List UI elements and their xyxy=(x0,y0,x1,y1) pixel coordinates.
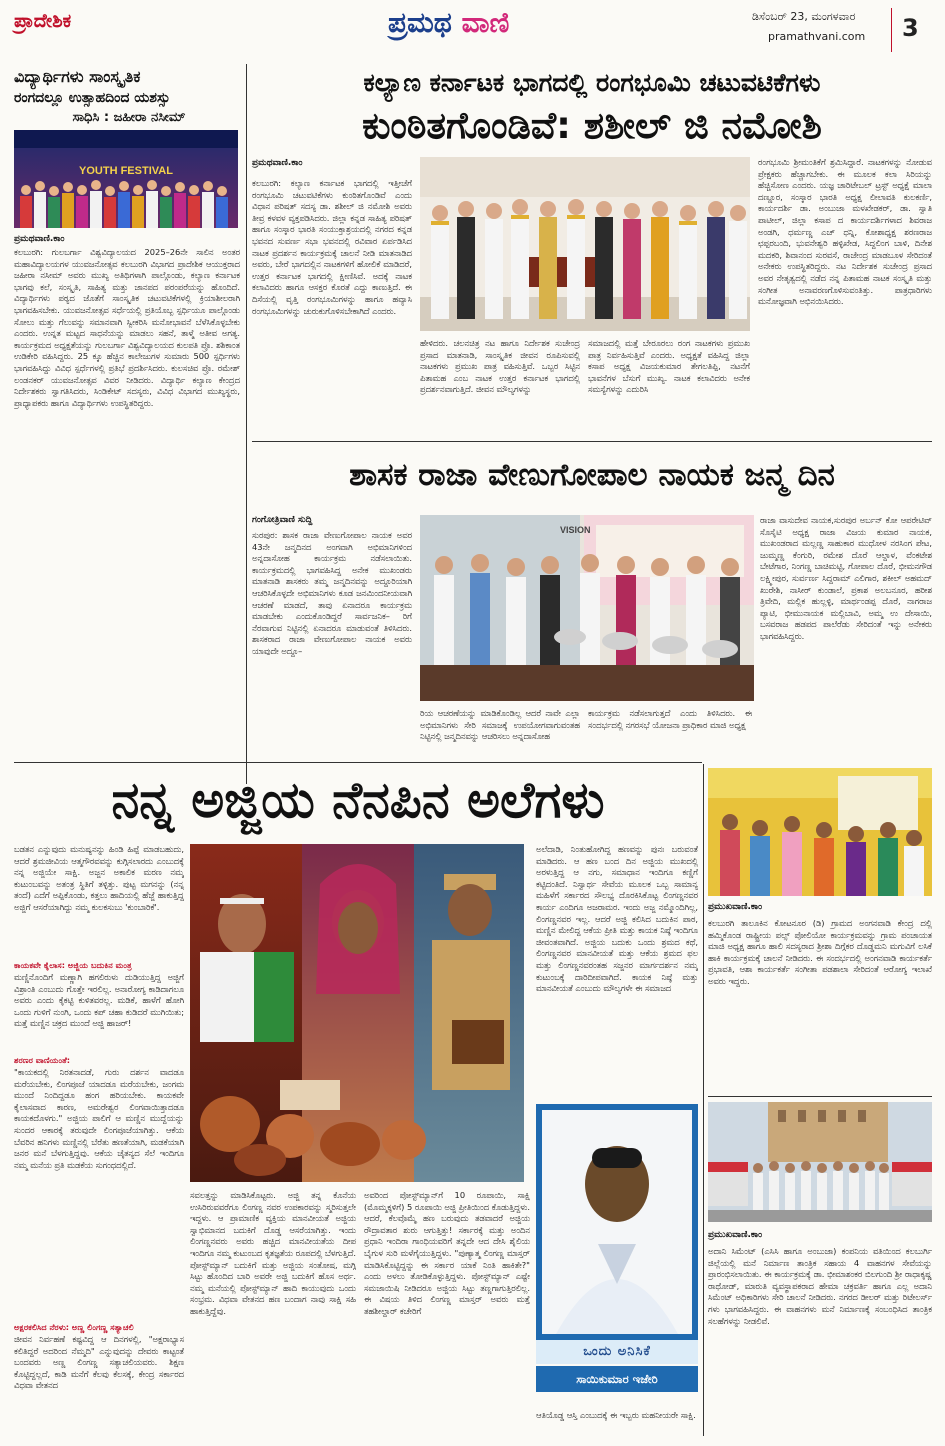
logo xyxy=(388,6,509,40)
masthead-divider xyxy=(891,8,892,52)
bottom-subhead-3: ಅಕ್ಷರಕಲಿಸಿದ ನೆರಳು: ಅಣ್ಣ ಲಿಂಗಣ್ಣ ಸತ್ಯಾಚಲಿ xyxy=(14,1322,134,1332)
festival-banner: YOUTH FESTIVAL xyxy=(79,165,173,177)
bottom-col1-lingann: ಜೀವನ ನಿರ್ವಹಣೆ ಕಷ್ಟವಿದ್ದ ಆ ದಿನಗಳಲ್ಲಿ, "ಅಕ್ಷರಾಭ್ಯಾಸ ಕಲಿತಿದ್ದರೆ ಅದರಿಂದ ನೆಮ್ಮದಿ" ಎನ್ನುವುದನ್ನು ದೇವರು ಕಾಟ್ಟಂತೆ ಬಂದವರು ಅಣ್ಣ ಲಿಂಗಣ್ಣ ಸತ್ಯಾಚಲಿಯವರು. ಶಿಕ್ಷಣ ಕೊಟ್ಟಿದ್ದಲ್ಲದೆ, ಕಾಡಿ ಮನೆಗೆ ಕೆಲವು ಕೆಲಸಕ್ಕೆ, ಕೇಂದ್ರ ಸರ್ಕಾರದ ವಿಧವಾ ವೇತನದ xyxy=(14,1334,184,1391)
logo-part2: ವಾಣಿ xyxy=(461,6,510,39)
mid-headline: ಶಾಸಕ ರಾಜಾ ವೇಣುಗೋಪಾಲ ನಾಯಕ ಜನ್ಮ ದಿನ xyxy=(349,457,835,493)
top-col4: ರಂಗಭೂಮಿ ಶ್ರೀಮಂತಿಕೆಗೆ ಶ್ರಮಿಸಿದ್ದಾರೆ. ನಾಟಕಗಳನ್ನು ನೋಡುವ ಪ್ರೇಕ್ಷಕರು ಹೆಚ್ಚಾಗಬೇಕು. ಈ ಮೂಲಕ ಕಲಾ ಸಿರಿಯನ್ನು ಹೆಚ್ಚಿಸೋಣ ಎಂದರು. ಯಜ್ಞ ಚಾರಿಟೇಬಲ್ ಟ್ರಸ್ಟ್ ಅಧ್ಯಕ್ಷೆ ಮಾಲಾ ದಣ್ಣೂರ, ಸಂಸ್ಕಾರ ಭಾರತಿ ಅಧ್ಯಕ್ಷ ಲೀಲಾವತಿ ಕುಲಕರ್ಣಿ, ಕಾರ್ಯದರ್ಶಿ ಡಾ. ಅಂಬುಜಾ ಮಳಖೇಡಕರ್, ಡಾ. ಸ್ವಾತಿ ಪಾಟೀಲ್, ಜಿಲ್ಲಾ ಕಸಾಪ ದ ಕಾರ್ಯದರ್ಶಿಗಳಾದ ಶಿವರಾಜ ಅಂಡಗಿ, ಧರ್ಮಣ್ಣ ಎಚ್ ಧನ್ನಿ, ಕೋಶಾಧ್ಯಕ್ಷ ಶರಣರಾಜ ಛಪ್ಪರಬಂದಿ, ಭುವನೇಶ್ವರಿ ಹಳ್ಳಿಖೇಡ, ಸಿದ್ದಲಿಂಗ ಬಾಳಿ, ದಿನೇಶ ಮದಕರಿ, ಶಿವಾನಂದ ಸುರವಸೆ, ರಾಜೇಂದ್ರ ಮಾಡಬೂಳ ಸೇರಿದಂತೆ ಅನೇಕರು ಉಪಸ್ಥಿತರಿದ್ದರು. ನಟ ನಿರ್ದೇಶಕ ಸುಚೇಂದ್ರ ಪ್ರಸಾದ ಅವರ ನೇತೃತ್ವದಲ್ಲಿ ನಡೆದ ನನ್ನ ಪಿತಾಮಹ ನಾಟಕ ಸಂಸ್ಕೃತಿ ಮತ್ತು ಸಂಗೀತ ಅನಾವರಣಗೊಳಿಸುವಂತಿತ್ತು. ಪಾತ್ರಧಾರಿಗಳು ಮನೋಜ್ಞವಾಗಿ ಅಭಿನಯಿಸಿದರು. xyxy=(758,157,932,307)
left-story-headline xyxy=(14,66,244,128)
right-column-divider xyxy=(703,764,704,1436)
right-stories-divider xyxy=(708,1096,932,1097)
vision-banner: VISION xyxy=(560,525,591,535)
bottom-col3: ಅವರಿಂದ ಪೋಸ್ಟ್‌ಮ್ಯಾನ್‌ಗೆ 10 ರೂಪಾಯಿ, ಸಾಕ್ಷಿ (ಮೊಮ್ಮಕ್ಕಳಿಗೆ) 5 ರೂಪಾಯಿ ಅಜ್ಜಿ ಪ್ರೀತಿಯಿಂದ ಕೊಡುತ್ತಿದ್ದಳು. ಆದರೆ, ಕೆಲವೊಮ್ಮೆ ಹಣ ಬರುವುದು ತಡವಾದರೆ ಅಜ್ಜಿಯ ರೌದ್ರಾವತಾರ ಶುರು ಆಗುತ್ತಿತ್ತು! ಸರ್ಕಾರಕ್ಕೆ ಮತ್ತು ಅಂದಿನ ಪ್ರಧಾನಿ ಇಂದಿರಾ ಗಾಂಧಿಯವರಿಗೆ ತನ್ನದೇ ಆದ ದೇಸಿ ಶೈಲಿಯ ಬೈಗುಳ ಸುರಿ ಮಳೆಗೈಯುತ್ತಿದ್ದಳು. "ಪುಣ್ಯಾತ್ಮ ಲಿಂಗಣ್ಣ ಮಾಸ್ತರ್ ಮಾಡಿಸಿಕೊಟ್ಟಿದ್ದನ್ನು ಈ ಸರ್ಕಾರ ಯಾಕೆ ನಿಂತಿ ಹಾಕಿತೇ?" ಎಂದು ಅಳಲು ತೋಡಿಕೊಳ್ಳುತ್ತಿದ್ದಳು. ಪೋಸ್ಟ್‌ಮ್ಯಾನ್ ಎಷ್ಟೇ ಸಮಜಾಯಿಷಿ ನೀಡಿದರೂ ಅಜ್ಜಿಯ ಸಿಟ್ಟು ತಣ್ಣಗಾಗುತ್ತಿರಲಿಲ್ಲ. ಈ ವಿಷಯ ತಿಳಿದ ಲಿಂಗಣ್ಣ ಮಾಸ್ತರ್ ಅವರು ಮತ್ತೆ ತಹಶೀಲ್ದಾರ್ ಕಚೇರಿಗೆ xyxy=(364,1190,530,1316)
birthday-photo xyxy=(420,515,754,701)
top-story-headline xyxy=(252,64,932,150)
top-story-divider xyxy=(252,441,932,442)
author-name: ಸಾಯಿಕುಮಾರ ಇಜೇರಿ xyxy=(536,1366,698,1392)
mid-col4: ರಾಜಾ ವಾಸುದೇವ ನಾಯಕ,ಸುರಪುರ ಅರ್ಬನ್ ಕೋ ಆಪರೇಟಿವ್ ಸೊಸೈಟಿ ಅಧ್ಯಕ್ಷ ರಾಜಾ ವಿಜಯ ಕುಮಾರ ನಾಯಕ, ಮುಖಂಡರಾದ ಮಲ್ಲಣ್ಣ ಸಾಹುಕಾರ ಮುಧೋಳ ನರಸಿಂಗ ಪೇಟ, ಜುಮ್ಮಣ್ಣ ಕೆಂಗುರಿ, ರಮೇಶ ದೊರೆ ಆಲ್ದಾಳ, ವೆಂಕಟೇಶ ಬೇಟೆಗಾರ, ನಿಂಗಣ್ಣ ಬಾಚಿಮಟ್ಟಿ, ಗೋಪಾಲ ದೊರೆ, ಭೀಮನಗೌಡ ಲಕ್ಷ್ಮೀಪುರ, ಸುರ್ವರ್ಣ ಸಿದ್ದರಾಮ್ ಎಲಿಗಾರ, ಶಕೀಲ್ ಅಹಮದ್ ಖುರೇಶಿ, ನಾಸೀರ್ ಕುಂಡಾಲೆ, ಪ್ರಕಾಶ ಅಲಬನೂರ, ಹರೀಶ ತ್ರಿವೇದಿ, ಮಲ್ಲಿಕ ಹುಲ್ಲಳ್ಳಿ, ಮಾರ್ಥಂಡಪ್ಪ ದೊರೆ, ನಾಗರಾಜ ಪ್ಯಾಟಿ, ಭೀಮುನಾಯಕ ಮಲ್ಲಿಬಾವಿ, ಅಮ್ಮ ಉ ದೇಸಾಯಿ, ಬಸವರಾಜ ಹಡಪದ ಪಾಲೆರೆಡು ಸೇರಿದಂತೆ ಇನ್ನು ಅನೇಕರು ಭಾಗವಹಿಸಿದ್ದರು. xyxy=(760,515,932,641)
left-body: ಕಲಬುರಗಿ: ಗುಲಬರ್ಗಾ ವಿಶ್ವವಿದ್ಯಾಲಯದ 2025–26ನೇ ಸಾಲಿನ ಅಂತರ ಮಹಾವಿದ್ಯಾಲಯಗಳ ಯುವಜನೋತ್ಸವ ಕಲಬುರಗಿ ವಿಭಾಗದ ಪ್ರಾದೇಶಿಕ ಆಯುಕ್ತರಾದ ಜಹೀರಾ ನಸೀಮ್ ಅವರು ಮುಖ್ಯ ಅತಿಥಿಗಳಾಗಿ ಪಾಲ್ಗೊಂಡು, ಕಲ್ಯಾಣ ಕರ್ನಾಟಕ ಭಾಗವು ಕಲೆ, ಸಂಸ್ಕೃತಿ, ಸಾಹಿತ್ಯ ಮತ್ತು ಜಾನಪದ ಪರಂಪರೆಯನ್ನು ಹೊಂದಿದೆ. ವಿದ್ಯಾರ್ಥಿಗಳು ಪಠ್ಯದ ಜೊತೆಗೆ ಸಾಂಸ್ಕೃತಿಕ ಚಟುವಟಿಕೆಗಳಲ್ಲಿ ಕ್ರಿಯಾಶೀಲರಾಗಿ ಭಾಗವಹಿಸಬೇಕು. ಯುವಜನೋತ್ಸವ ಸರ್ಧೆಯಲ್ಲಿ ಪ್ರತಿಯೊಬ್ಬ ಸ್ಪರ್ಧಿಯೂ ಪಾಲ್ಗೊಂಡು ಸೋಲು ಮತ್ತು ಗೆಲುವನ್ನು ಸಮಾನವಾಗಿ ಸ್ವೀಕರಿಸಿ ಮನೋಭಾವನೆ ಬೆಳೆಸಿಕೊಳ್ಳಬೇಕು ಎಂದರು. ಉನ್ನತ ಮಟ್ಟದ ಸಾಧನೆಯನ್ನು ಮಾಡಲು ಸಹನೆ, ತಾಳ್ಮೆ ಅತೀವ ಅಗತ್ಯ. ಕಾರ್ಯಕ್ರಮದ ಅಧ್ಯಕ್ಷತೆಯನ್ನು ಗುಲಬರ್ಗಾ ವಿಶ್ವವಿದ್ಯಾಲಯದ ಕುಲಪತಿ ಪ್ರೊ. ಶಶಿಕಾಂತ ಉಡಿಕೇರಿ ವಹಿಸಿದ್ದರು. 25 ಕ್ಕೂ ಹೆಚ್ಚಿನ ಕಾಲೇಜುಗಳ ಸುಮಾರು 500 ಸ್ಪರ್ಧಿಗಳು ಭಾಗವಹಿಸಿದ್ದು ವಿವಿಧ ಸ್ಪರ್ಧೆಗಳಲ್ಲಿ ಪ್ರತಿಭೆ ಪ್ರದರ್ಶಿಸಿದರು. ಕುಲಸಚಿವ ಪ್ರೊ. ರಮೇಶ್ ಲಂಡನಕರ್ ಯುವಜನೋತ್ಸವ ವಿವರ ನೀಡಿದರು. ವಿದ್ಯಾರ್ಥಿ ಕಲ್ಯಾಣ ಕೇಂದ್ರದ ನಿರ್ದೇಶಕರು ಸ್ವಾಗತಿಸಿದರು, ಸಿಂಡಿಕೇಟ್ ಸದಸ್ಯರು, ವಿವಿಧ ವಿಭಾಗದ ಮುಖ್ಯಸ್ಥರು, ಪ್ರಾಧ್ಯಾಪಕರು ಹಾಗೂ ವಿದ್ಯಾರ್ಥಿಗಳು ಉಪಸ್ಥಿತರಿದ್ದರು. xyxy=(14,247,240,408)
logo-part1: ಪ್ರಮಥ xyxy=(388,6,452,39)
bottom-headline: ನನ್ನ ಅಜ್ಜಿಯ ನೆನಪಿನ ಅಲೆಗಳು xyxy=(111,771,605,829)
author-box xyxy=(536,1104,698,1404)
issue-date: ಡಿಸೆಂಬರ್ 23, ಮಂಗಳವಾರ xyxy=(752,10,856,23)
polio-photo xyxy=(708,768,932,896)
top-headline-line2: ಕುಂಠಿತಗೊಂಡಿವೆ: ಶಶೀಲ್ ಜಿ ನಮೋಶಿ xyxy=(362,104,822,147)
left-byline: ಪ್ರಮಥವಾಣಿ.ಕಾಂ xyxy=(14,234,65,244)
top-byline: ಪ್ರಮಥವಾಣಿ.ಕಾಂ xyxy=(252,158,303,168)
theatre-photo xyxy=(420,157,750,331)
top-col3: ಸಮಾಜದಲ್ಲಿ ಮತ್ತೆ ಬೇರೂರಲು ರಂಗ ನಾಟಕಗಳು ಪ್ರಮುಖ ಪಾತ್ರ ನಿರ್ವಹಿಸುತ್ತಿವೆ ಎಂದರು. ಅಧ್ಯಕ್ಷತೆ ವಹಿಸಿದ್ದ ಜಿಲ್ಲಾ ಕಸಾಪ ಅಧ್ಯಕ್ಷ ವಿಜಯಕುಮಾರ ತೇಗಲತಿಪ್ಪಿ, ನಟನೆಗೆ ಭಾವನೆಗಳ ಬೆಸುಗೆ ಮುಖ್ಯ. ನಾಟಕ ಕಲಾವಿದರು ಅನೇಕ ಸಮಸ್ಯೆಗಳನ್ನು ಎದುರಿಸಿ xyxy=(588,338,750,395)
left-subhead: ಸಾಧಿಸಿ : ಜಹೀರಾ ನಸೀಮ್ xyxy=(72,110,186,125)
column-name-label: ಒಂದು ಅನಿಸಿಕೆ xyxy=(536,1340,698,1364)
cement-photo xyxy=(708,1102,932,1222)
grandmother-collage xyxy=(190,844,524,1182)
mid-byline: ಗಂಗೋತ್ರಿವಾಣಿ ಸುದ್ದಿ xyxy=(252,515,313,525)
right1-byline: ಪ್ರಮುಖವಾಣಿ.ಕಾಂ xyxy=(708,902,763,912)
page-number: 3 xyxy=(902,14,919,42)
top-col2: ಹೇಳಿದರು. ಚಲನಚಿತ್ರ ನಟ ಹಾಗೂ ನಿರ್ದೇಶಕ ಸುಚೇಂದ್ರ ಪ್ರಸಾದ ಮಾತನಾಡಿ, ಸಾಂಸ್ಕೃತಿಕ ಜೀವನ ರೂಪಿಸುವಲ್ಲಿ ನಾಟಕಗಳು ಪ್ರಮುಖ ಪಾತ್ರ ವಹಿಸುತ್ತಿವೆ. ಒಬ್ಬರ ಸಿಟ್ಟಿನ ಪಿತಾಮಹ ಎಂಬ ನಾಟಕ ಉತ್ತರ ಕರ್ನಾಟಕ ಭಾಗದಲ್ಲಿ ಪ್ರದರ್ಶನವಾಗುತ್ತಿದೆ. ಜೀವನ ಮೌಲ್ಯಗಳನ್ನು xyxy=(420,338,580,395)
bottom-col2: ಸವಲತ್ತನ್ನು ಮಾಡಿಸಿಕೊಟ್ಟರು. ಅಜ್ಜಿ ತನ್ನ ಕೊನೆಯ ಉಸಿರಿರುವವರೆಗೂ ಲಿಂಗಣ್ಣ ನವರ ಉಪಕಾರವನ್ನು ಸ್ಮರಿಸುತ್ತಲೇ ಇದ್ದಳು. ಆ ಪ್ರಾಮಾಣಿಕ ವ್ಯಕ್ತಿಯ ಮಾನವೀಯತೆ ಅಜ್ಜಿಯ ಸ್ವಾಭಿಮಾನದ ಬದುಕಿಗೆ ದೊಡ್ಡ ಆಸರೆಯಾಗಿತ್ತು. ಇಂದು ಲಿಂಗಣ್ಣನವರು ಅವರು ಹಚ್ಚಿದ ಮಾನವೀಯತೆಯ ದೀಪ ಇಂದಿಗೂ ನಮ್ಮ ಕುಟುಂಬದ ಕೃತಜ್ಞತೆಯ ರೂಪದಲ್ಲಿ ಬೆಳಗುತ್ತಿದೆ. ಪೋಸ್ಟ್‌ಮ್ಯಾನ್ ಬದುಕಿಗೆ ಮತ್ತು ಅಜ್ಜಿಯ ಸಂತೋಷ, ಮಗ್ಗಿ ಸಿಟ್ಟು ಹೊಂದಿದ ಬಾರಿ ಅವರೇ ಅಜ್ಜಿ ಬದುಕಿಗೆ ಹೊಸ ಅರ್ಥ. ನಮ್ಮ ಮನೆಯಲ್ಲಿ ಪೋಸ್ಟ್‌ಮ್ಯಾನ್ ಹಾದಿ ಕಾಯುವುದು ಒಂದು ಸಂಭ್ರಮ. ವಿಧವಾ ವೇತನದ ಹಣ ಬಂದಾಗ ನಾವು ಸಾಕ್ಷಿ ಸಹಿ ಹಾಕುತ್ತಿದ್ದೆವು. xyxy=(190,1190,356,1316)
bottom-subhead-2: ಶರಣರ ವಾಣಿಯಂತೆ: xyxy=(14,1055,71,1065)
bottom-col4-top: ಅಲೆದಾಡಿ, ನಿಂತುಹೋಗಿದ್ದ ಹಣವನ್ನು ಪುನಃ ಬರುವಂತೆ ಮಾಡಿದರು. ಆ ಹಣ ಬಂದ ದಿನ ಅಜ್ಜಿಯ ಮುಖದಲ್ಲಿ ಅರಳುತ್ತಿದ್ದ ಆ ನಗು, ಸಮಾಧಾನ ಇಂದಿಗೂ ಕಣ್ಣಿಗೆ ಕಟ್ಟಿದಂತಿದೆ. ನಿಸ್ವಾರ್ಥ ಸೇವೆಯ ಮೂಲಕ ಒಬ್ಬ ಸಾಮಾನ್ಯ ಮಹಿಳೆಗೆ ಸರ್ಕಾರದ ಸೌಲಭ್ಯ ದೊರಕಿಸಿಕೊಟ್ಟ ಲಿಂಗಣ್ಣನವರ ಕಾರ್ಯ ಎಂದಿಗೂ ಅಜರಾಮರ. ಇಂದು ಅಜ್ಜ ನಮ್ಮೊಂದಿಗಿಲ್ಲ, ಲಿಂಗಣ್ಣನವರ ಇಲ್ಲ. ಆದರೆ ಅಜ್ಜಿ ಕಲಿಸಿದ ಬದುಕಿನ ಪಾಠ, ಮಣ್ಣಿನ ಮೇಲಿದ್ದ ಆಕೆಯ ಪ್ರೀತಿ ಮತ್ತು ಕಾಯಕ ನಿಷ್ಠೆ ಇಂದಿಗೂ ಜೀವಂತವಾಗಿದೆ. ಅಜ್ಜಿಯ ಬದುಕು ಒಂದು ಶ್ರಮದ ಕಥೆ, ಲಿಂಗಣ್ಣನವರ ಮಾನವೀಯತೆ ಮತ್ತು ಆಕೆಯ ಶ್ರಮದ ಫಲ ಮತ್ತು ಲಿಂಗಣ್ಣನವರಂತಹ ಸಜ್ಜನರ ಮಾರ್ಗದರ್ಶನ ನಮ್ಮ ಕುಟುಂಬಕ್ಕೆ ದಾರಿದೀಪವಾಗಿದೆ. ಕಾಯಕ ನಿಷ್ಠೆ ಮತ್ತು ಮಾನವೀಯತೆ ಎಂಬುದು ಮೌಲ್ಯಗಳೇ ಈ ಸಮಾಜದ xyxy=(536,844,698,994)
mid-col2: ರಿಯ ಆಚರಣೆಯನ್ನು ಮಾಡಿಕೊಂಡಿಲ್ಲ ಆದರೆ ನಾವೇ ಎಲ್ಲಾ ಅಭಿಮಾನಿಗಳು ಸೇರಿ ಸಮಾಜಕ್ಕೆ ಉಪಯೋಗವಾಗುವಂತಹ ನಿಟ್ಟಿನಲ್ಲಿ ಜನ್ಮದಿನವನ್ನು ಆಚರಿಸಲು ಅನ್ನದಾಸೋಹ xyxy=(420,708,580,742)
bottom-col1-intro: ಬಡತನ ಎನ್ನುವುದು ಮನುಷ್ಯನನ್ನು ಹಿಂಡಿ ಹಿಪ್ಪೆ ಮಾಡಬಹುದು, ಆದರೆ ಶ್ರಮಜೀವಿಯ ಆತ್ಮಗೌರವವನ್ನು ಕುಗ್ಗಿಸಲಾರದು ಎಂಬುದಕ್ಕೆ ನನ್ನ ಅಜ್ಜಿಯೇ ಸಾಕ್ಷಿ. ಅಜ್ಜನ ಅಕಾಲಿಕ ಮರಣ ನಮ್ಮ ಕುಟುಂಬವನ್ನು ಅತಂತ್ರ ಸ್ಥಿತಿಗೆ ತಳ್ಳಿತ್ತು. ಪುಟ್ಟ ಮಗನನ್ನು (ನನ್ನ ತಂದೆ) ಎದೆಗೆ ಅಪ್ಪಿಕೊಂಡು, ಕತ್ತಲು ಹಾದಿಯಲ್ಲಿ ಹೆಜ್ಜೆ ಹಾಕುತ್ತಿದ್ದ ಅಜ್ಜಿಗೆ ಆಸರೆಯಾಗಿದ್ದು ನಮ್ಮ ಕುಲಕಸುಬು 'ಕುಂಬಾರಿಕೆ'. xyxy=(14,844,184,912)
mid-col1: ಸುರಪುರ: ಶಾಸಕ ರಾಜಾ ವೇಣುಗೋಪಾಲ ನಾಯಕ ಅವರ 43ನೇ ಜನ್ಮದಿನದ ಅಂಗವಾಗಿ ಅಭಿಮಾನಿಗಳಿಂದ ಅನ್ನದಾಸೋಹ ಕಾರ್ಯಕ್ರಮ ನಡೆಸಲಾಯಿತು. ಕಾರ್ಯಕ್ರಮದಲ್ಲಿ ಭಾಗವಹಿಸಿದ್ದ ಅನೇಕ ಮುಖಂಡರು ಮಾತನಾಡಿ ಶಾಸಕರು ತಮ್ಮ ಜನ್ಮದಿನವನ್ನು ಅದ್ದೂರಿಯಾಗಿ ಆಚರಿಸಿಕೊಳ್ಳದೇ ಅಭಿಮಾನಿಗಳು ಕೂಡ ಜನಮಿಂದನೀಯವಾಗಿ ಆಚರಣೆ ಮಾಡದೆ, ತಾವು ಏನಾದರೂ ಕಾರ್ಯಕ್ರಮ ಮಾಡಬೇಕು ಎಂದುಕೊಂಡಿದ್ದರೆ ಸಾರ್ವಜನಿಕ– ರಿಗೆ ನೆರವಾಗುವ ನಿಟ್ಟಿನಲ್ಲಿ ಏನಾದರೂ ಮಾಡುವಂತೆ ತಿಳಿಸಿದರು. ಶಾಸಕರಾದ ರಾಜಾ ವೇಣುಗೋಪಾಲ ನಾಯಕ ಅವರು ಯಾವುದೇ ಅದ್ದೂ– xyxy=(252,530,412,656)
festival-photo xyxy=(14,130,238,228)
masthead xyxy=(0,0,945,60)
bottom-story-headline xyxy=(14,766,702,834)
bottom-col4-end: ಆತಿಯೊಡ್ಡ ಆಸ್ತಿ ಎಂಬುದಕ್ಕೆ ಈ ಇಬ್ಬರು ಮಹನೀಯರೇ ಸಾಕ್ಷಿ. xyxy=(536,1410,696,1420)
bottom-col1-work: ಮಣ್ಣಿನೊಂದಿಗೆ ಮಣ್ಣಾಗಿ ಹಗಲಿರುಳು ದುಡಿಯುತ್ತಿದ್ದ ಅಜ್ಜಿಗೆ ವಿಶ್ರಾಂತಿ ಎಂಬುದು ಗೊತ್ತೇ ಇರಲಿಲ್ಲ. ಅನಾರೋಗ್ಯ ಕಾಡಿದಾಗಲೂ ಅವರು ಎಂದು ಕೈಕಟ್ಟಿ ಕುಳಿತವರಲ್ಲ. ಮಡಿಕೆ, ಹಾಳೆಗೆ ಹೋಗಿ ಒಂದು ಗುಳಿಗೆ ನುಂಗಿ, ಒಂದು ಕಪ್ ಚಹಾ ಕುಡಿದರೆ ಮುಗಿಯಿತು; ಮತ್ತೆ ಮಣ್ಣಿನ ಚಕ್ರದ ಮುಂದೆ ಅಜ್ಜಿ ಹಾಜರ್! xyxy=(14,972,184,1029)
bottom-subhead-1: ಕಾಯಕವೇ ಕೈಲಾಸ: ಅಜ್ಜಿಯ ಬದುಕಿನ ಮಂತ್ರ xyxy=(14,960,132,970)
mid-story-headline xyxy=(252,448,932,502)
mid-col3: ಕಾರ್ಯಕ್ರಮ ನಡೆಸಲಾಗುತ್ತದೆ ಎಂದು ತಿಳಿಸಿದರು. ಈ ಸಂದರ್ಭದಲ್ಲಿ ನಗರಸಭೆ ಯೋಜನಾ ಪ್ರಾಧಿಕಾರ ಮಾಜಿ ಅಧ್ಯಕ್ಷ xyxy=(588,708,752,730)
website: pramathvani.com xyxy=(768,30,866,43)
right2-body: ಅದಾನಿ ಸಿಮೆಂಟ್ (ಎಸಿಸಿ ಹಾಗೂ ಅಂಬುಜಾ) ಕಂಪನಿಯ ವತಿಯಿಂದ ಕಲಬುರ್ಗಿ ಜಿಲ್ಲೆಯಲ್ಲಿ ಮನೆ ನಿರ್ಮಾಣ ತಾಂತ್ರಿಕ ಸಹಾಯ 4 ವಾಹನಗಳ ಸೇವೆಯನ್ನು ಪ್ರಾರಂಭಿಸಲಾಯಿತು. ಈ ಕಾರ್ಯಕ್ರಮಕ್ಕೆ ಡಾ. ಭೀಮಾಶಂಕರ ಬಿಲಗುಂದಿ ಶ್ರೀ ರಾಧಾಕೃಷ್ಣ ರಾಥೋಡ್, ಮಾರುತಿ ವ್ಯವಸ್ಥಾಪಕರಾದ ಹೇಮಾ ಚಕ್ರವರ್ತಿ ಹಾಗೂ ಎಲ್ಲ ಅದಾನಿ ಸಿಮೆಂಟ್ ಅಧಿಕಾರಿಗಳು ಸೇರಿ ಚಾಲನೆ ನೀಡಿದರು. ನಗರದ ಡೀಲರ್ ಮತ್ತು ರಿಟೇಲರ್ಸ್ ಗಳು ಭಾಗವಹಿಸಿದ್ದರು. ಈ ವಾಹನಗಳು ಮನೆ ನಿರ್ಮಾಣಕ್ಕೆ ಸಂಬಂಧಿಸಿದ ತಾಂತ್ರಿಕ ಸಲಹೆಗಳನ್ನು ನೀಡಲಿವೆ. xyxy=(708,1246,932,1326)
right1-body: ಕಲಬುರಗಿ ತಾಲೂಕಿನ ಕೋಟನೂರ (ಡಿ) ಗ್ರಾಮದ ಅಂಗನವಾಡಿ ಕೇಂದ್ರ ದಲ್ಲಿ ಹಮ್ಮಿಕೊಂಡ ರಾಷ್ಟ್ರೀಯ ಪಲ್ಸ್ ಪೋಲಿಯೋ ಕಾರ್ಯಕ್ರಮವನ್ನು ಗ್ರಾಮ ಪಂಚಾಯತ ಮಾಜಿ ಅಧ್ಯಕ್ಷ ಹಾಗೂ ಹಾಲಿ ಸದಸ್ಯರಾದ ಶ್ರೀಶಾ ದಿಗ್ಗೆಕರ ದೊಡ್ಡಮನಿ ಮಗುವಿಗೆ ಲಸಿಕೆ ಹಾಕಿ ಕಾರ್ಯಕ್ರಮಕ್ಕೆ ಚಾಲನೆ ನೀಡಿದರು. ಈ ಸಂದರ್ಭದಲ್ಲಿ ಅಂಗನವಾಡಿ ಕಾರ್ಯಕರ್ತೆ ಪ್ರಭಾವತಿ, ಆಶಾ ಕಾರ್ಯಕರ್ತೆ ಸಂಗೀತಾ ಪಡಶಾಲಾ ಸೇರಿದಂತೆ ಆರೋಗ್ಯ ಇಲಾಖೆ ಅವರು ಇದ್ದರು. xyxy=(708,918,932,986)
left-column-divider xyxy=(246,64,247,784)
bottom-col1-quote: "ಕಾಯಕದಲ್ಲಿ ನಿರತನಾದಡೆ, ಗುರು ದರ್ಶನ ವಾದಡೂ ಮರೆಯಬೇಕು, ಲಿಂಗಪೂಜೆ ಯಾದಡೂ ಮರೆಯಬೇಕು, ಜಂಗಮ ಮುಂದೆ ನಿಂದಿದ್ದಡೂ ಹಂಗ ಹರಿಯಬೇಕು. ಕಾಯಕವೇ ಕೈಲಾಸವಾದ ಕಾರಣ, ಅಮರೇಶ್ವರ ಲಿಂಗವಾಯಿತ್ತಾದಡೂ ಕಾಯಕದೊಳಗು." ಅಜ್ಜಿಯ ಪಾಲಿಗೆ ಆ ಮಣ್ಣಿನ ಮುದ್ದೆಯನ್ನು ಸುಂದರ ಆಕಾರಕ್ಕೆ ತರುವುದೇ ಲಿಂಗಪೂಜೆಯಾಗಿತ್ತು. ಆಕೆಯ ಬೆವರಿನ ಹನಿಗಳು ಮಣ್ಣಿನಲ್ಲಿ ಬೆರೆತು ಹಣತೆಯಾಗಿ, ಮಡಕೆಯಾಗಿ ಜನರ ಮನೆ ಬೆಳಗುತ್ತಿದ್ದವು. ಆಕೆಯ ಚೈತನ್ಯದ ಸೆಲೆ ಇಂದಿಗೂ ನಮ್ಮ ಮನೆಯ ಪ್ರತಿ ಮಡಕೆಯ ಸುಗಂಧದಲ್ಲಿದೆ. xyxy=(14,1067,184,1170)
top-col1: ಕಲಬುರಗಿ: ಕಲ್ಯಾಣ ಕರ್ನಾಟಕ ಭಾಗದಲ್ಲಿ ಇತ್ತೀಚೆಗೆ ರಂಗಭೂಮಿ ಚಟುವಟಿಕೆಗಳು ಕುಂಠಿತಗೊಂಡಿವೆ ಎಂದು ವಿಧಾನ ಪರಿಷತ್ ಸದಸ್ಯ ಡಾ. ಶಶೀಲ್ ಜಿ ನಮೋಶಿ ಅವರು ತೀವ್ರ ಕಳವಳ ವ್ಯಕ್ತಪಡಿಸಿದರು. ಜಿಲ್ಲಾ ಕನ್ನಡ ಸಾಹಿತ್ಯ ಪರಿಷತ್ ಹಾಗೂ ಸಂಸ್ಕಾರ ಭಾರತಿ ಸಂಯುಕ್ತಾಶ್ರಯದಲ್ಲಿ ನಗರದ ಕನ್ನಡ ಭವನದ ಸುವರ್ಣ ಸಭಾ ಭವನದಲ್ಲಿ ರವಿವಾರ ಏರ್ಪಡಿಸಿದ ನಾಟಕ ಪ್ರದರ್ಶನ ಕಾರ್ಯಕ್ರಮಕ್ಕೆ ಚಾಲನೆ ನೀಡಿ ಮಾತನಾಡಿದ ಅವರು, ಬೇರೆ ಭಾಗದಲ್ಲಿನ ನಾಟಕಗಳಿಗೆ ಹೋಲಿಕೆ ಮಾಡಿದರೆ, ಉತ್ತರ ಕರ್ನಾಟಕ ಭಾಗದಲ್ಲಿ ಕ್ಷೀಣಿಸಿವೆ. ಅದಕ್ಕೆ ನಾಟಕ ಕಲಾವಿದರು ಹಾಗೂ ಆಸಕ್ತರ ಕೊರತೆ ಎದ್ದು ಕಾಣುತ್ತಿದೆ. ಈ ದಿಸೆಯಲ್ಲಿ ವೃತ್ತಿ ರಂಗಭೂಮಿಗಳನ್ನು ಹಾಗೂ ಹವ್ಯಾಸಿ ರಂಗಭೂಮಿಗಳನ್ನು ಚುರುಕುಗೊಳಿಸಬೇಕಾಗಿದೆ ಎಂದರು. xyxy=(252,178,412,316)
mid-divider xyxy=(14,762,702,763)
right2-byline: ಪ್ರಮುಖವಾಣಿ.ಕಾಂ xyxy=(708,1230,763,1240)
section-label: ಪ್ರಾದೇಶಿಕ xyxy=(14,10,72,32)
left-headline-line1: ವಿದ್ಯಾರ್ಥಿಗಳು ಸಾಂಸ್ಕೃತಿಕ xyxy=(14,67,141,86)
top-headline-line1: ಕಲ್ಯಾಣ ಕರ್ನಾಟಕ ಭಾಗದಲ್ಲಿ ರಂಗಭೂಮಿ ಚಟುವಟಿಕೆಗಳು xyxy=(363,68,821,97)
left-headline-line2: ರಂಗದಲ್ಲೂ ಉತ್ಸಾಹದಿಂದ ಯಶಸ್ಸು xyxy=(14,90,171,106)
